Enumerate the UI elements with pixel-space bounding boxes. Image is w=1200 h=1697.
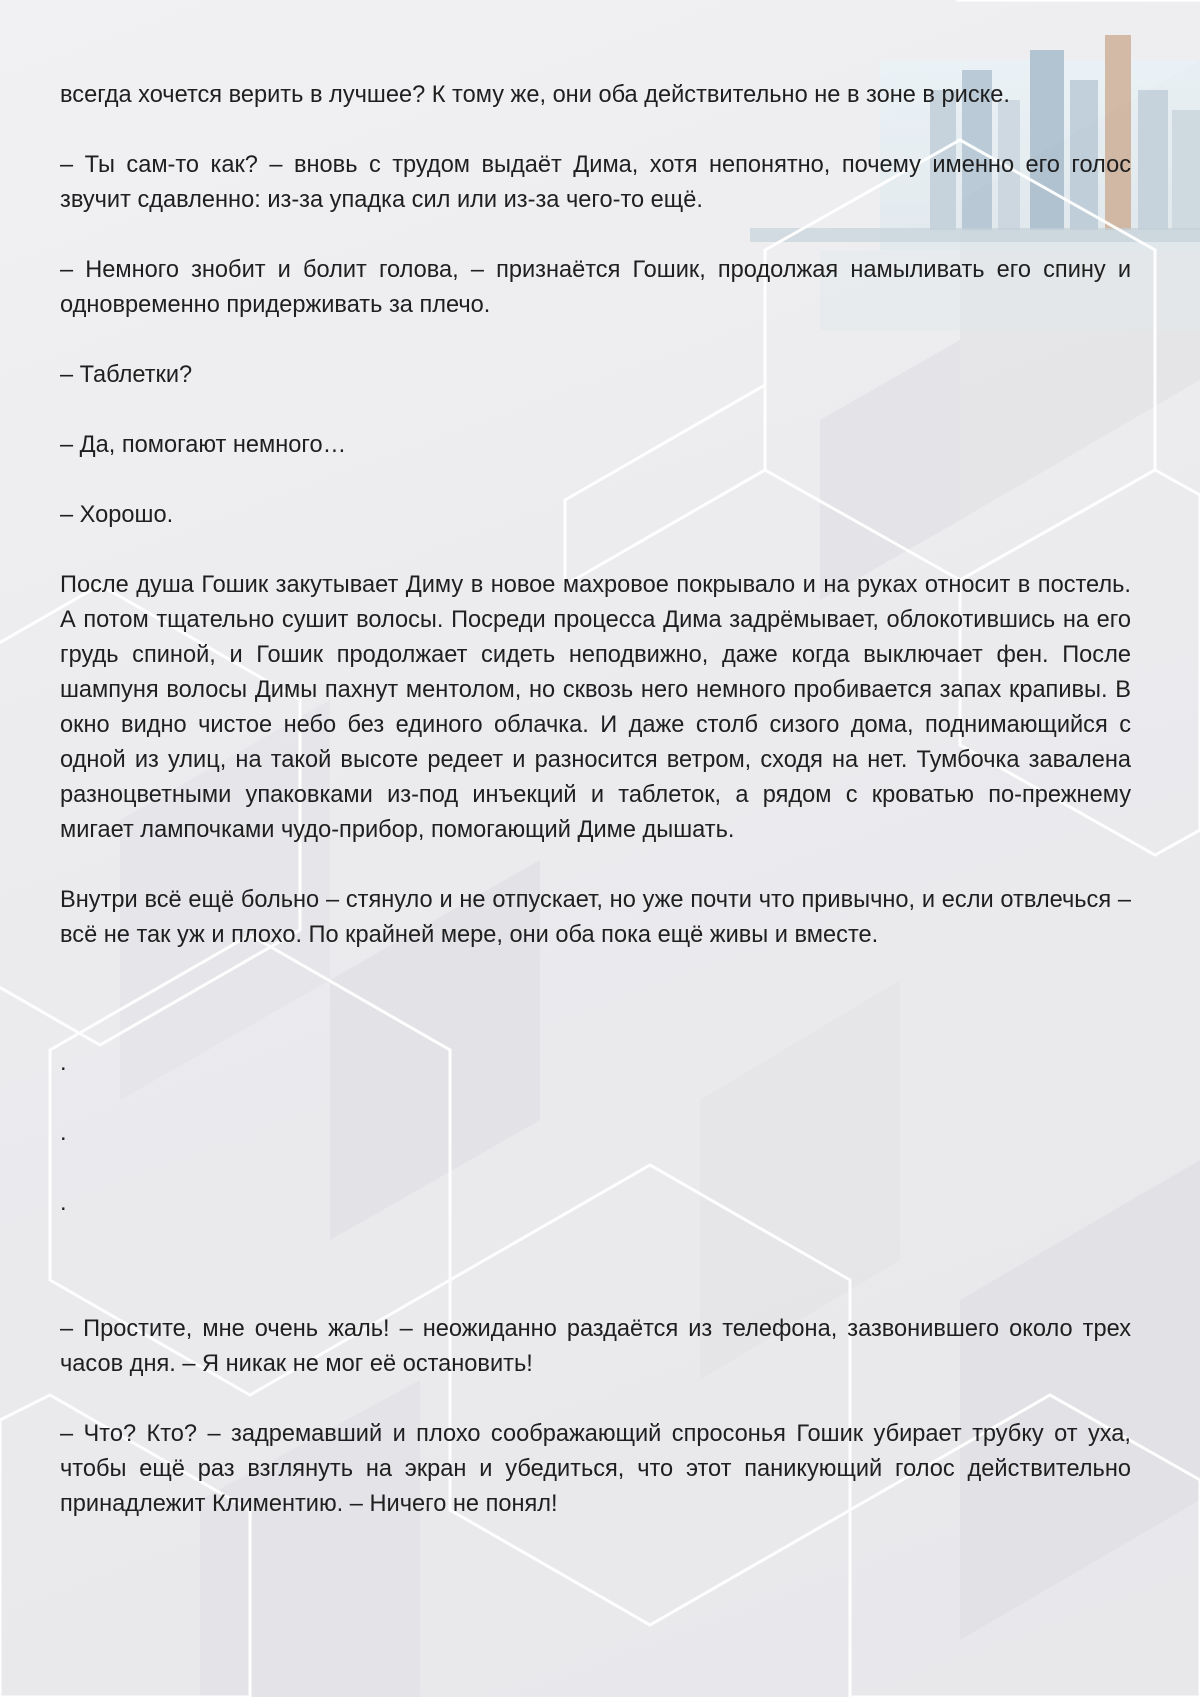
paragraph: – Таблетки? — [60, 362, 193, 388]
paragraph: – Простите, мне очень жаль! – неожиданно раздаётся из телефона, зазвонившего около трех часов дня. – Я никак не мог её остановить! — [60, 1316, 1131, 1377]
scene-break-dot: . — [60, 1190, 67, 1216]
paragraph: После душа Гошик закутывает Диму в новое махровое покрывало и на руках относит в постель. А потом тщательно сушит волосы. Посреди процесса Дима задрёмывает, облокотившись на его грудь спиной, и Гошик продолжает сидеть неподвижно, даже когда выключает фен. После шампуня волосы Димы пахнут ментолом, но сквозь него немного пробивается запах крапивы. В окно видно чистое небо без единого облачка. И даже столб сизого дома, поднимающийся с одной из улиц, на такой высоте редеет и разносится ветром, сходя на нет. Тумбочка завалена разноцветными упаковками из-под инъекций и таблеток, а рядом с кроватью по-прежнему мигает лампочками чудо-прибор, помогающий Диме дышать. — [60, 572, 1131, 843]
paragraph: – Немного знобит и болит голова, – признаётся Гошик, продолжая намыливать его спину и одновременно придерживать за плечо. — [60, 257, 1131, 318]
scene-break-dot: . — [60, 1120, 67, 1146]
paragraph: – Ты сам-то как? – вновь с трудом выдаёт Дима, хотя непонятно, почему именно его голос звучит сдавленно: из-за упадка сил или из-за чего-то ещё. — [60, 152, 1131, 213]
paragraph: Внутри всё ещё больно – стянуло и не отпускает, но уже почти что привычно, и если отвлечься – всё не так уж и плохо. По крайней мере, они оба пока ещё живы и вместе. — [60, 887, 1131, 948]
document-body — [60, 78, 1131, 1557]
paragraph: – Что? Кто? – задремавший и плохо соображающий спросонья Гошик убирает трубку от уха, чтобы ещё раз взглянуть на экран и убедиться, что этот паникующий голос действительно принадлежит Климентию. – Ничего не понял! — [60, 1421, 1131, 1517]
paragraph: – Да, помогают немного… — [60, 432, 347, 458]
paragraph: – Хорошо. — [60, 502, 174, 528]
paragraph: всегда хочется верить в лучшее? К тому же, они оба действительно не в зоне в риске. — [60, 82, 1010, 108]
scene-break-dot: . — [60, 1050, 67, 1076]
